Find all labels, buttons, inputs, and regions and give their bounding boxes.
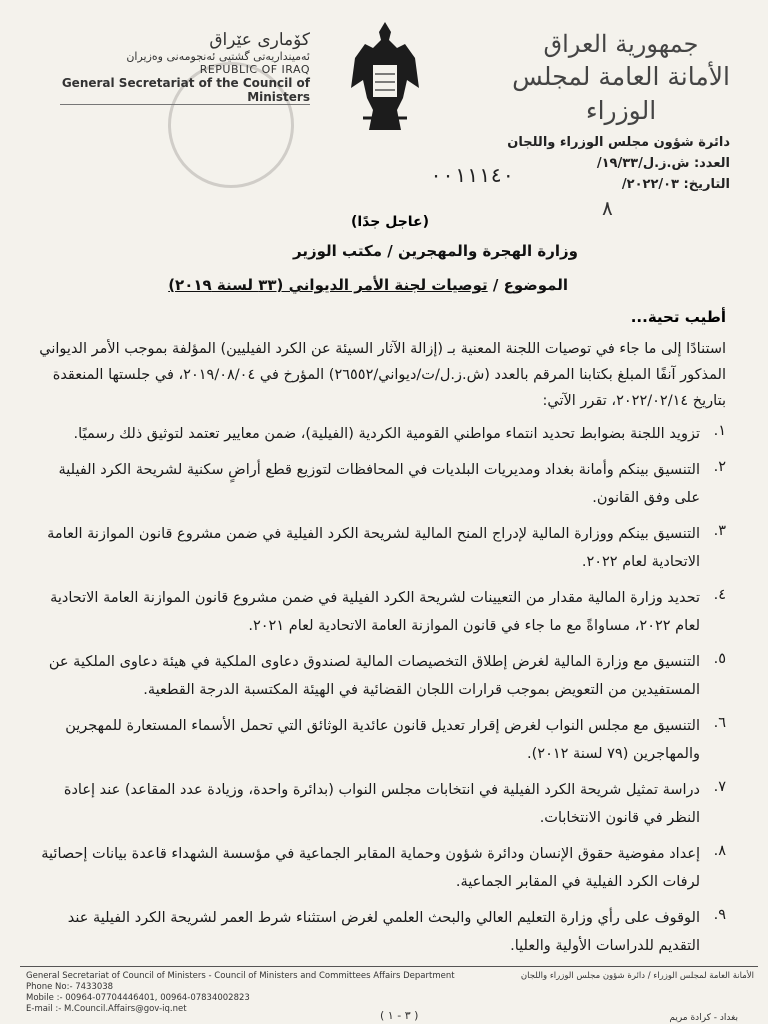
list-item [36, 420, 726, 448]
english-letterhead [60, 30, 310, 105]
footer-english-dept: General Secretariat of Council of Ministers - Council of Ministers and Committees Affairs Department [26, 971, 455, 981]
item-number: ٦. [713, 715, 726, 731]
item-text: الوقوف على رأي وزارة التعليم العالي والبحث العلمي لغرض استثناء شرط العمر لشريحة الكرد الفيلية عند التقديم للدراسات الأولية والعليا. [67, 910, 700, 954]
item-number: ٣. [713, 523, 726, 539]
item-text: دراسة تمثيل شريحة الكرد الفيلية في انتخابات مجلس النواب (بدائرة واحدة، وزيادة عدد المقاعد) عند إعادة النظر في قانون الانتخابات. [63, 782, 700, 826]
item-text: تزويد اللجنة بضوابط تحديد انتماء مواطني القومية الكردية (الفيلية)، ضمن معايير تعتمد لتوثيق ذلك رسميًا. [73, 426, 700, 442]
item-text: التنسيق بينكم ووزارة المالية لإدراج المنح المالية لشريحة الكرد الفيلية في ضمن مشروع قانون الموازنة العامة الاتحادية لعام ٢٠٢٢. [47, 526, 700, 570]
intro-paragraph: استنادًا إلى ما جاء في توصيات اللجنة المعنية بـ (إزالة الآثار السيئة عن الكرد الفيليين) المؤلفة بموجب الأمر الديواني المذكور آنفًا المبلغ بكتابنا المرقم بالعدد (ش.ز.ل/ت/ديواني/٢٦٥٥٢) المؤرخ في ٢٠١٩/٠٨/٠٤، في جلستها المنعقدة بتاريخ ٢٠٢٢/٠٢/١٤، تقرر الآتي: [39, 341, 726, 409]
stamped-serial-number: ٠٠١١١٤٠ [430, 163, 515, 187]
footer-mobile: Mobile :- 00964-07704446401, 00964-07834002823 [26, 993, 250, 1003]
item-number: ١. [713, 423, 726, 439]
english-secretariat-name: General Secretariat of the Council of Ministers [61, 76, 310, 104]
item-number: ٩. [713, 907, 726, 923]
greeting: أطيب تحية... [630, 308, 726, 326]
number-value: ش.ز.ل/١٩/٣٣/ [596, 156, 690, 171]
item-number: ٨. [713, 843, 726, 859]
item-text: التنسيق مع مجلس النواب لغرض إقرار تعديل قانون عائدية الوثائق التي تحمل الأسماء المستعارة للمهجرين والمهاجرين (٧٩ لسنة ٢٠١٢). [65, 718, 700, 762]
list-item [36, 840, 726, 896]
item-number: ٢. [713, 459, 726, 475]
addressee: وزارة الهجرة والمهجرين / مكتب الوزير [293, 242, 578, 260]
urgent-label: (عاجل جدًا) [350, 214, 430, 230]
list-item [36, 520, 726, 576]
number-label: العدد: [693, 156, 730, 171]
page-footer [20, 966, 758, 1024]
item-text: التنسيق مع وزارة المالية لغرض إطلاق التخصيصات المالية لصندوق دعاوى الملكية في هيئة دعاوى الملكية عن المستفيدين من التعويض بموجب قرارات اللجان القضائية في الهيئة المكتسبة الدرجة القطعية. [48, 654, 700, 698]
item-text: التنسيق بينكم وأمانة بغداد ومديريات البلديات في المحافظات لتوزيع قطع أراضٍ سكنية لشريحة الكرد الفيلية على وفق القانون. [58, 462, 700, 506]
list-item [36, 776, 726, 832]
item-number: ٧. [713, 779, 726, 795]
letter-body [36, 330, 726, 968]
english-country-name: REPUBLIC OF IRAQ [199, 63, 310, 76]
arabic-secretariat-name: الأمانة العامة لمجلس الوزراء [512, 62, 730, 125]
list-item [36, 648, 726, 704]
date-label: التاريخ: [683, 177, 730, 192]
footer-arabic-dept: الأمانة العامة لمجلس الوزراء / دائرة شؤون مجلس الوزراء واللجان [520, 971, 754, 981]
kurdish-country-name: کۆماری عێراق [209, 30, 310, 50]
item-number: ٤. [713, 587, 726, 603]
handwritten-mark: ٨ [602, 196, 613, 220]
subject-text: توصيات لجنة الأمر الديواني (٣٣ لسنة ٢٠١٩) [168, 276, 488, 294]
subject-line [168, 276, 568, 294]
footer-phone: Phone No:- 7433038 [26, 982, 114, 992]
item-text: إعداد مفوضية حقوق الإنسان ودائرة شؤون وحماية المقابر الجماعية في مؤسسة الشهداء قاعدة بيانات إحصائية لرفات الكرد الفيلية في المقابر الجماعية. [41, 846, 700, 890]
list-item [36, 904, 726, 960]
arabic-letterhead [496, 28, 746, 128]
decision-list [36, 420, 726, 960]
list-item [36, 584, 726, 640]
footer-address: بغداد - كرادة مريم [669, 1013, 738, 1023]
eagle-emblem-icon [345, 18, 425, 138]
list-item [36, 712, 726, 768]
date-value: ٢٠٢٢/٠٣/ [621, 177, 679, 192]
item-text: تحديد وزارة المالية مقدار من التعيينات لشريحة الكرد الفيلية في ضمن مشروع قانون الموازنة العامة الاتحادية لعام ٢٠٢٢، مساواةً مع ما جاء في قانون الموازنة العامة الاتحادية لعام ٢٠٢١. [50, 590, 700, 634]
arabic-country-name: جمهورية العراق [543, 30, 699, 58]
kurdish-secretariat-name: ئەمینداریەتی گشتیی ئەنجومەنی وەزیران [126, 50, 310, 63]
list-item [36, 456, 726, 512]
footer-email: E-mail :- M.Council.Affairs@gov-iq.net [26, 1004, 187, 1014]
subject-label: الموضوع / [492, 276, 568, 294]
page-number: ( ٣ - ١ ) [380, 1009, 419, 1022]
department-name: دائرة شؤون مجلس الوزراء واللجان [507, 135, 730, 150]
item-number: ٥. [713, 651, 726, 667]
